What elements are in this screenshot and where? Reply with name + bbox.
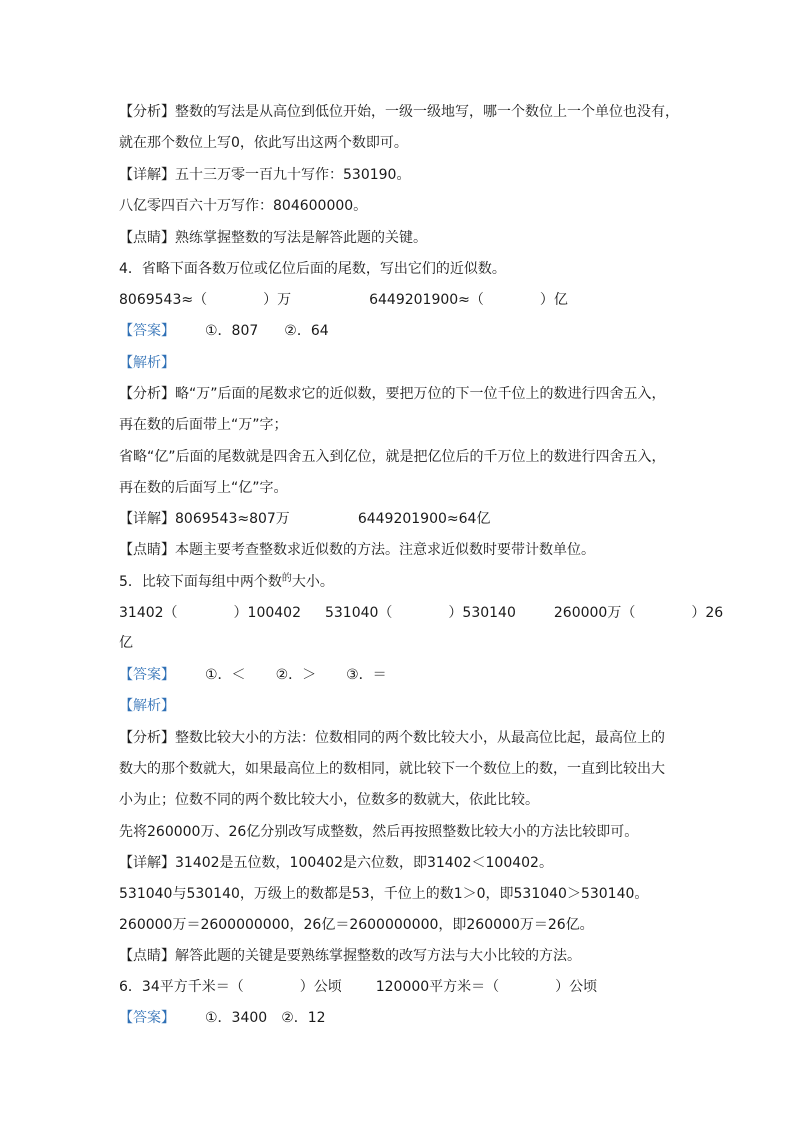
- answer-label: 【答案】: [119, 323, 175, 339]
- solution-label: 【解析】: [119, 355, 175, 371]
- analysis-paragraph: 再在数的后面写上“亿”字。: [119, 480, 288, 496]
- detail-paragraph: 531040与530140，万级上的数都是53，千位上的数1＞0，即531040＞530140。: [119, 886, 649, 902]
- q5-title-sup: 的: [281, 573, 292, 584]
- question-5-items-cont: 亿: [119, 635, 133, 651]
- question-5-answer: [119, 665, 387, 685]
- solution-label: 【解析】: [119, 698, 175, 714]
- answer-item: ③．＝: [346, 667, 387, 683]
- analysis-paragraph: 数大的那个数就大，如果最高位上的数相同，就比较下一个数位上的数，一直到比较出大: [119, 761, 665, 777]
- detail-text: 【详解】8069543≈807万: [119, 511, 290, 527]
- key-point-paragraph: 【点睛】解答此题的关键是要熟练掌握整数的改写方法与大小比较的方法。: [119, 948, 581, 964]
- answer-item: ②．＞: [275, 667, 317, 683]
- analysis-paragraph: 小为止；位数不同的两个数比较大小，位数多的数就大，依此比较。: [119, 792, 539, 808]
- analysis-paragraph: 【分析】整数的写法是从高位到低位开始，一级一级地写，哪一个数位上一个单位也没有，: [119, 104, 679, 120]
- detail-paragraph: [119, 509, 490, 529]
- q5-item-a: 31402（ ）100402: [119, 605, 301, 621]
- key-point-paragraph: 【点睛】熟练掌握整数的写法是解答此题的关键。: [119, 230, 427, 246]
- answer-item: ②．12: [281, 1010, 326, 1026]
- detail-paragraph: 260000万＝2600000000，26亿＝2600000000，即260000万＝26亿。: [119, 917, 594, 933]
- analysis-paragraph: 再在数的后面带上“万”字；: [119, 417, 288, 433]
- analysis-paragraph: 【分析】略“万”后面的尾数求它的近似数，要把万位的下一位千位上的数进行四舍五入，: [119, 386, 666, 402]
- q5-item-c: 260000万（ ）26: [553, 605, 724, 621]
- q6-item-a: 6．34平方千米＝（ ）公顷: [119, 979, 342, 995]
- question-5-title: [119, 572, 334, 594]
- q5-item-b: 531040（ ）530140: [324, 605, 516, 621]
- answer-label: 【答案】: [119, 1010, 175, 1026]
- detail-paragraph: 【详解】31402是五位数，100402是六位数，即31402＜100402。: [119, 855, 553, 871]
- detail-paragraph: 【详解】五十三万零一百九十写作：530190。: [119, 167, 411, 183]
- answer-item: ①．3400: [205, 1010, 268, 1026]
- analysis-paragraph: 就在那个数位上写0，依此写出这两个数即可。: [119, 135, 408, 151]
- q5-title-text: 大小。: [291, 574, 334, 590]
- answer-item: ②．64: [284, 323, 329, 339]
- key-point-paragraph: 【点睛】本题主要考查整数求近似数的方法。注意求近似数时要带计数单位。: [119, 542, 595, 558]
- answer-item: ①．807: [205, 323, 259, 339]
- question-4-title: 4．省略下面各数万位或亿位后面的尾数，写出它们的近似数。: [119, 261, 506, 277]
- q4-item-b: 6449201900≈（ ）亿: [369, 292, 568, 308]
- q6-item-b: 120000平方米＝（ ）公顷: [375, 979, 598, 995]
- question-5-items: [119, 603, 723, 623]
- detail-paragraph: 八亿零四百六十万写作：804600000。: [119, 198, 368, 214]
- answer-item: ①．＜: [205, 667, 246, 683]
- question-6-items: [119, 977, 597, 997]
- question-4-items: [119, 290, 568, 310]
- question-6-answer: [119, 1008, 326, 1028]
- detail-text: 6449201900≈64亿: [357, 511, 491, 527]
- q4-item-a: 8069543≈（ ）万: [119, 292, 292, 308]
- answer-label: 【答案】: [119, 667, 175, 683]
- analysis-paragraph: 先将260000万、26亿分别改写成整数，然后再按照整数比较大小的方法比较即可。: [119, 824, 639, 840]
- q5-title-text: 5．比较下面每组中两个数: [119, 574, 282, 590]
- analysis-paragraph: 【分析】整数比较大小的方法：位数相同的两个数比较大小，从最高位比起，最高位上的: [119, 730, 665, 746]
- question-4-answer: [119, 321, 329, 341]
- analysis-paragraph: 省略“亿”后面的尾数就是四舍五入到亿位，就是把亿位后的千万位上的数进行四舍五入，: [119, 449, 666, 465]
